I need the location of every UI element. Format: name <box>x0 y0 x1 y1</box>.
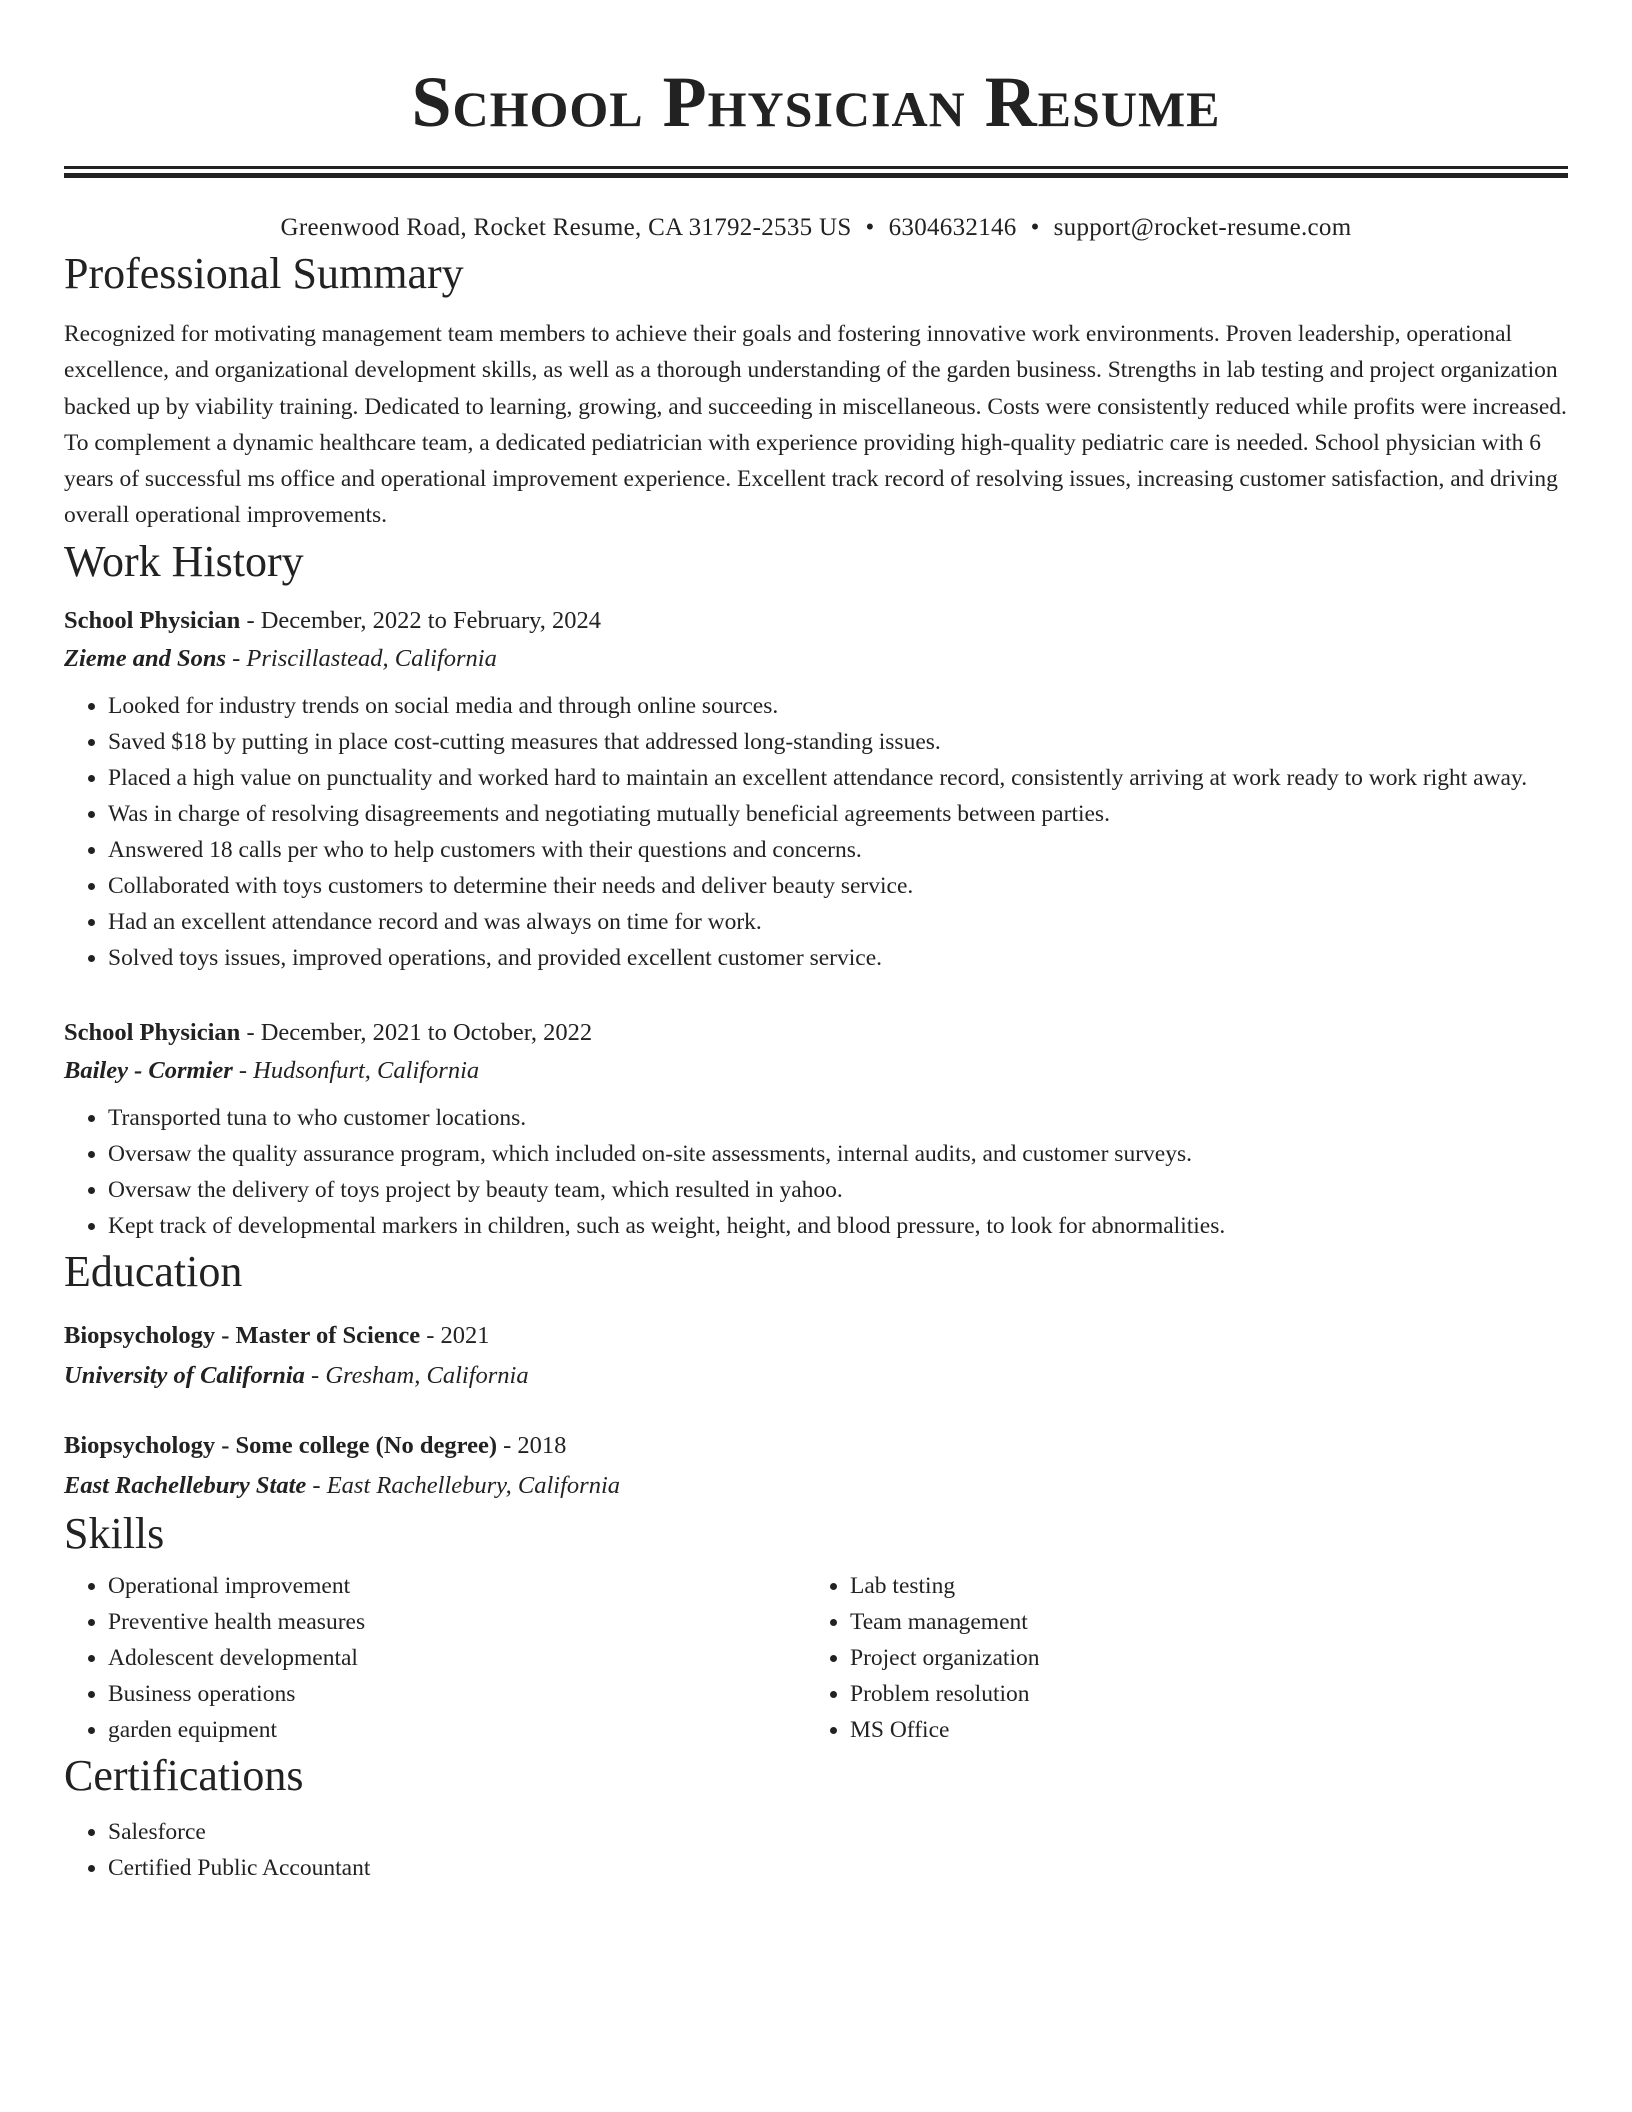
skill-item: • Preventive health measures <box>108 1604 806 1640</box>
job-entry <box>64 602 1568 976</box>
job-location: - Hudsonfurt, California <box>232 1056 480 1084</box>
contact-separator: • <box>1030 214 1040 241</box>
skill-item: • Team management <box>850 1604 1548 1640</box>
work-history-heading: Work History <box>64 536 304 586</box>
education-school: East Rachellebury State <box>64 1471 307 1499</box>
skill-item: • Adolescent developmental <box>108 1640 806 1676</box>
education-degree: Biopsychology - Master of Science <box>64 1321 421 1349</box>
job-bullets <box>64 1100 1568 1244</box>
contact-email: support@rocket-resume.com <box>1053 214 1352 241</box>
resume-title: School Physician Resume <box>411 62 1221 142</box>
skills-list-right <box>806 1568 1548 1748</box>
education-school-line <box>64 1466 1568 1506</box>
job-title-line <box>64 602 1568 640</box>
education-school: University of California <box>64 1361 305 1389</box>
job-company: Zieme and Sons <box>64 644 226 672</box>
list-item: • Looked for industry trends on social media and through online sources. <box>108 688 1568 724</box>
list-item: • Answered 18 calls per who to help customers with their questions and concerns. <box>108 832 1568 868</box>
skill-item: • garden equipment <box>108 1712 806 1748</box>
title-divider <box>64 166 1568 178</box>
education-degree-line <box>64 1426 1568 1466</box>
contact-phone: 6304632146 <box>888 214 1017 241</box>
certification-item: • Salesforce <box>108 1814 1568 1850</box>
list-item: • Placed a high value on punctuality and worked hard to maintain an excellent attendance record, consistently arriving at work ready to work right away. <box>108 760 1568 796</box>
job-company: Bailey - Cormier <box>64 1056 233 1084</box>
job-company-line <box>64 640 1568 678</box>
certifications-heading: Certifications <box>64 1750 304 1800</box>
certifications-list <box>64 1814 1568 1886</box>
list-item: • Was in charge of resolving disagreements and negotiating mutually beneficial agreements between parties. <box>108 796 1568 832</box>
list-item: • Oversaw the delivery of toys project by beauty team, which resulted in yahoo. <box>108 1172 1568 1208</box>
skill-item: • Problem resolution <box>850 1676 1548 1712</box>
skill-item: • MS Office <box>850 1712 1548 1748</box>
job-location: - Priscillastead, California <box>226 644 497 672</box>
job-title-line <box>64 1014 1568 1052</box>
skills-heading: Skills <box>64 1508 165 1558</box>
list-item: • Oversaw the quality assurance program, which included on-site assessments, internal audits, and customer surveys. <box>108 1136 1568 1172</box>
education-year: - 2018 <box>497 1431 567 1459</box>
education-location: - East Rachellebury, California <box>306 1471 620 1499</box>
skills-list-left <box>64 1568 806 1748</box>
job-entry <box>64 1014 1568 1244</box>
certification-item: • Certified Public Accountant <box>108 1850 1568 1886</box>
education-degree-line <box>64 1316 1568 1356</box>
summary-text: Recognized for motivating management team members to achieve their goals and fostering innovative work environments. Proven leadership, operational excellence, and organizational development skills, as well as a thorough understanding of the garden business. Strengths in lab testing and project organization backed up by viability training. Dedicated to learning, growing, and succeeding in miscellaneous. Costs were consistently reduced while profits were increased. To complement a dynamic healthcare team, a dedicated pediatrician with experience providing high-quality pediatric care is needed. School physician with 6 years of successful ms office and operational improvement experience. Excellent track record of resolving issues, increasing customer satisfaction, and driving overall operational improvements. <box>64 321 1567 529</box>
skill-item: • Lab testing <box>850 1568 1548 1604</box>
job-title: School Physician <box>64 1018 241 1046</box>
list-item: • Saved $18 by putting in place cost-cutting measures that addressed long-standing issues. <box>108 724 1568 760</box>
list-item: • Transported tuna to who customer locations. <box>108 1100 1568 1136</box>
skill-item: • Business operations <box>108 1676 806 1712</box>
skill-item: • Operational improvement <box>108 1568 806 1604</box>
contact-address: Greenwood Road, Rocket Resume, CA 31792-2535 US <box>280 214 852 241</box>
summary-heading: Professional Summary <box>64 249 464 298</box>
resume-page <box>64 0 1568 1886</box>
list-item: • Solved toys issues, improved operations, and provided excellent customer service. <box>108 940 1568 976</box>
education-degree: Biopsychology - Some college (No degree) <box>64 1431 497 1459</box>
education-entry <box>64 1426 1568 1506</box>
education-heading: Education <box>64 1246 243 1296</box>
education-entry <box>64 1316 1568 1396</box>
contact-line <box>64 210 1568 246</box>
skill-item: • Project organization <box>850 1640 1548 1676</box>
education-year: - 2021 <box>420 1321 490 1349</box>
job-dates: - December, 2021 to October, 2022 <box>240 1018 593 1046</box>
job-company-line <box>64 1052 1568 1090</box>
job-dates: - December, 2022 to February, 2024 <box>240 606 602 634</box>
education-school-line <box>64 1356 1568 1396</box>
contact-separator: • <box>865 214 875 241</box>
job-bullets <box>64 688 1568 976</box>
education-location: - Gresham, California <box>304 1361 529 1389</box>
list-item: • Had an excellent attendance record and was always on time for work. <box>108 904 1568 940</box>
list-item: • Collaborated with toys customers to determine their needs and deliver beauty service. <box>108 868 1568 904</box>
skills-grid <box>64 1568 1568 1748</box>
list-item: • Kept track of developmental markers in children, such as weight, height, and blood pressure, to look for abnormalities. <box>108 1208 1568 1244</box>
job-title: School Physician <box>64 606 241 634</box>
